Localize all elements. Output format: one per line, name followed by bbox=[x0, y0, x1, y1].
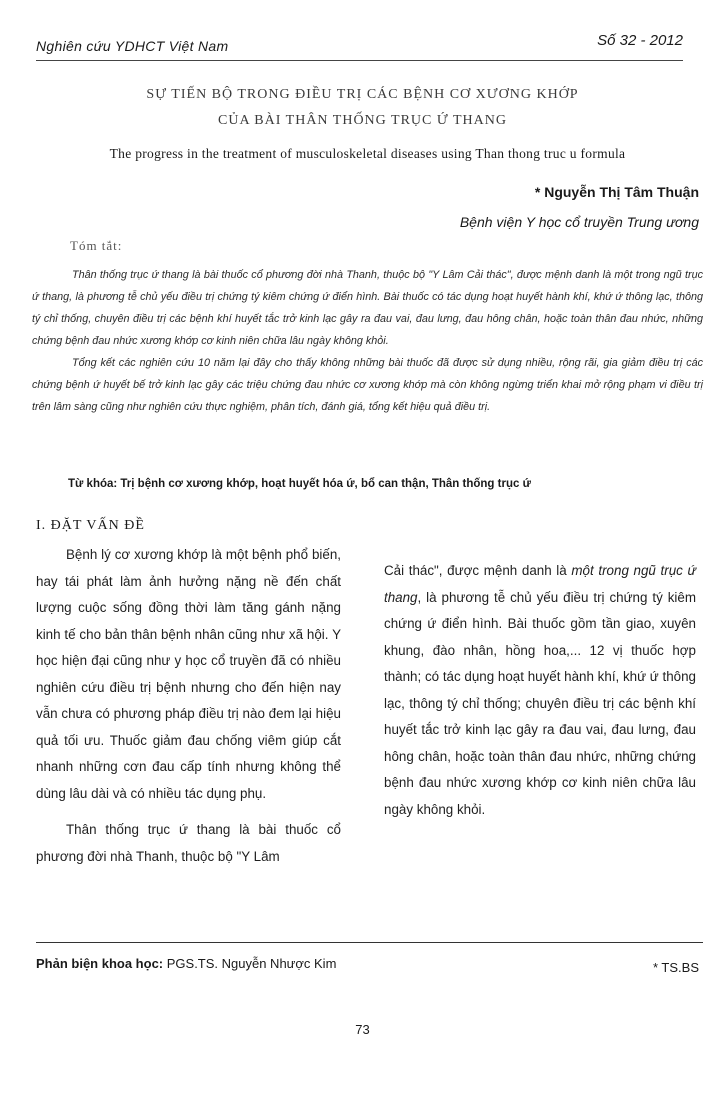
continued-text-start: Cải thác", được mệnh danh là bbox=[384, 563, 572, 578]
running-header bbox=[36, 30, 683, 61]
abstract-paragraph-1: Thân thống trục ứ thang là bài thuốc cổ phương đời nhà Thanh, thuộc bộ "Y Lâm Cải thác", được mệnh danh là một trong ngũ trục ứ thang, là phương tễ chủ yếu điều trị chứng tý kiêm chứng ứ điển hình. Bài thuốc có tác dụng hoạt huyết hành khí, khứ ứ thông lạc, thông tý chỉ thống, chuyên điều trị các bệnh khí huyết tắc trở kinh lạc gây ra đau vai, đau lưng, đau hông chân, hoặc toàn thân đau nhức, những chứng bệnh đau nhức xương khớp cơ kinh niên chữa lâu ngày không khỏi. bbox=[32, 269, 703, 347]
author-credential-note: * TS.BS bbox=[652, 960, 699, 975]
page-number: 73 bbox=[355, 1022, 370, 1037]
keywords: Từ khóa: Trị bệnh cơ xương khớp, hoạt huyết hóa ứ, bổ can thận, Thân thống trục ứ bbox=[68, 478, 531, 490]
reviewer-name: PGS.TS. Nguyễn Nhược Kim bbox=[163, 956, 337, 971]
reviewer-label: Phản biện khoa học: bbox=[36, 956, 164, 971]
body-paragraph-1: Bệnh lý cơ xương khớp là một bệnh phổ biến, hay tái phát làm ảnh hưởng nặng nề đến chất lượng cuộc sống đồng thời làm tăng gánh nặng kinh tế cho bản thân bệnh nhân cũng như xã hội. Y học hiện đại cũng như y học cổ truyền đã có nhiều nghiên cứu điều trị bệnh nhưng cho đến hiện nay vẫn chưa có phương pháp điều trị nào đem lại hiệu quả tối ưu. Thuốc giảm đau chống viêm giúp cắt nhanh những cơn đau cấp tính nhưng không thể dùng lâu dài và có nhiều tác dụng phụ. bbox=[36, 547, 341, 801]
article-title-english: The progress in the treatment of musculoskeletal diseases using Than thong truc u formula bbox=[109, 146, 626, 161]
title-line-2: CỦA BÀI THÂN THỐNG TRỤC Ứ THANG bbox=[218, 113, 507, 128]
continued-text-end: , là phương tễ chủ yếu điều trị chứng tý kiêm chứng ứ điển hình. Bài thuốc gồm tần giao, xuyên khung, đào nhân, hồng hoa,... 12 vị thuốc hợp thành; có tác dụng hoạt huyết hành khí, khứ ứ thông lạc, thông tý chỉ thống; chuyên điều trị các bệnh khí huyết tắc trở kinh lạc gây ra đau vai, đau lưng, đau hông chân, hoặc toàn thân đau nhức, những chứng bệnh đau nhức xương khớp cơ kinh niên chữa lâu ngày không khỏi. bbox=[384, 589, 696, 817]
issue-number: Số 32 - 2012 bbox=[597, 32, 683, 49]
section-heading: I. ĐẶT VẤN ĐỀ bbox=[36, 518, 145, 533]
body-column-right bbox=[384, 558, 696, 823]
footnote-divider bbox=[36, 942, 703, 943]
article-title-vietnamese bbox=[60, 82, 665, 134]
body-paragraph-continued bbox=[384, 558, 696, 823]
reviewer-note bbox=[36, 956, 336, 971]
author-name: * Nguyễn Thị Tâm Thuận bbox=[534, 184, 699, 200]
body-paragraph-2: Thân thống trục ứ thang là bài thuốc cổ phương đời nhà Thanh, thuộc bộ "Y Lâm bbox=[36, 822, 341, 864]
author-affiliation: Bệnh viện Y học cổ truyền Trung ương bbox=[459, 214, 699, 230]
abstract-label: Tóm tắt: bbox=[70, 238, 123, 253]
continued-text-italic: một trong ngũ trục ứ thang bbox=[384, 563, 696, 605]
abstract bbox=[32, 264, 703, 418]
title-line-1: SỰ TIẾN BỘ TRONG ĐIỀU TRỊ CÁC BỆNH CƠ XƯƠNG KHỚP bbox=[146, 87, 579, 102]
abstract-paragraph-2: Tổng kết các nghiên cứu 10 năm lại đây cho thấy không những bài thuốc đã được sử dụng nhiều, rộng rãi, gia giảm điều trị các chứng bệnh ứ huyết bế trở kinh lạc gây các triệu chứng đau nhức cơ xương khớp mà còn không ngừng triển khai mở rộng phạm vi điều trị trên lâm sàng cũng như nghiên cứu thực nghiệm, phân tích, đánh giá, tổng kết hiệu quả điều trị. bbox=[32, 357, 703, 413]
body-column-left bbox=[36, 542, 341, 870]
journal-name: Nghiên cứu YDHCT Việt Nam bbox=[36, 38, 229, 54]
